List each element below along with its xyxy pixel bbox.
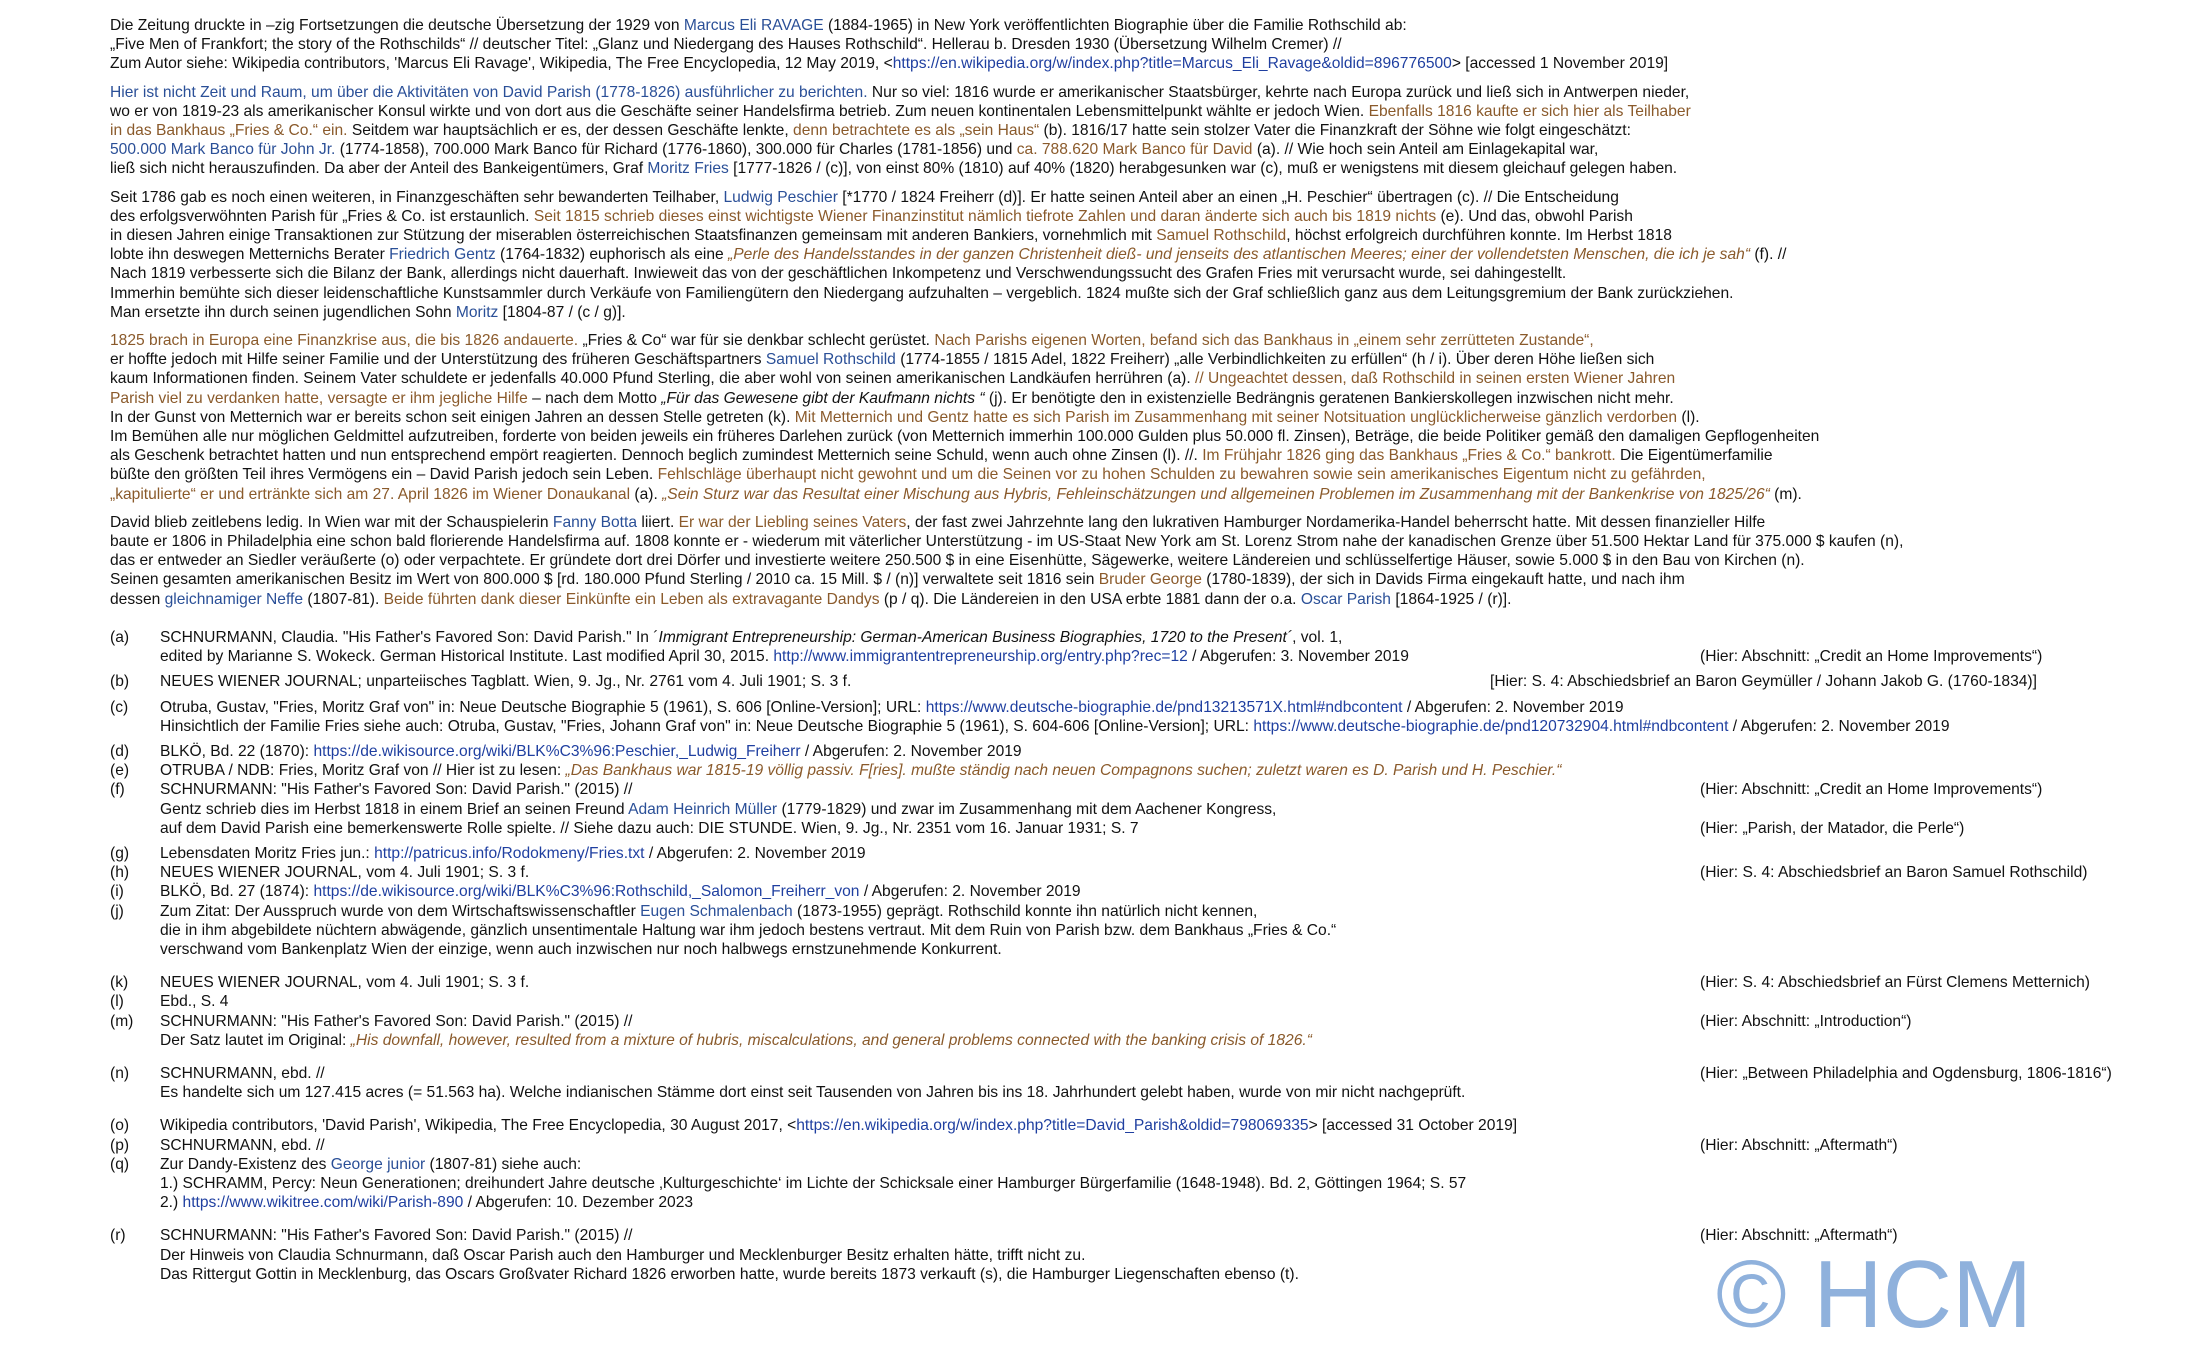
text: Die Zeitung druckte in –zig Fortsetzungen die deutsche Übersetzung der 1929 von <box>110 17 684 34</box>
emphasis-text: Nach Parishs eigenen Worten, befand sich das Bankhaus in „einem sehr zerrütteten Zustande“, <box>934 332 1594 350</box>
footnote-m <box>110 1012 2170 1050</box>
text: NEUES WIENER JOURNAL, vom 4. Juli 1901; S. 3 f. <box>160 864 530 882</box>
person-link-schmalenbach[interactable]: Eugen Schmalenbach <box>640 902 793 920</box>
text: Ebd., S. 4 <box>160 993 229 1011</box>
footnote-k <box>110 973 2170 992</box>
emphasis-text: Ebenfalls 1816 kaufte er sich hier als Teilhaber <box>1368 102 1691 120</box>
text: In der Gunst von Metternich war er bereits schon seit einigen Jahren an dessen Stelle getreten (k). <box>110 408 795 426</box>
quote-text: „Sein Sturz war das Resultat einer Mischung aus Hybris, Fehleinschätzungen und allgemeinen Problemen im Zusammenhang mit der Bankenkrise von 1825/26“ <box>662 485 1770 503</box>
text: / Abgerufen: 2. November 2019 <box>1728 717 1950 735</box>
text: Das Rittergut Gottin in Mecklenburg, das Oscars Großvater Richard 1826 erworben hatte, wurde bereits 1873 verkauft (s), die Hamburger Liegenschaften ebenso (t). <box>160 1265 1299 1283</box>
footnote-label: (k) <box>110 974 129 992</box>
section-ref: (Hier: Abschnitt: „Aftermath“) <box>1700 1136 1898 1154</box>
text: ließ sich nicht herauszufinden. Da aber der Anteil des Bankeigentümers, Graf <box>110 160 648 178</box>
footnote-g <box>110 844 2170 863</box>
text: er hoffte jedoch mit Hilfe seiner Familie und der Unterstützung des früheren Geschäftspartners <box>110 351 766 369</box>
text: (1774-1855 / 1815 Adel, 1822 Freiherr) „alle Verbindlichkeiten zu erfüllen“ (h / i). Über deren Höhe ließen sich <box>895 351 1655 369</box>
text: BLKÖ, Bd. 22 (1870): <box>160 743 314 761</box>
section-ref: (Hier: Abschnitt: „Introduction“) <box>1700 1012 1912 1030</box>
emphasis-text: Mit Metternich und Gentz hatte es sich Parish im Zusammenhang mit seiner Notsituation unglücklicherweise gänzlich verdorben <box>794 408 1678 426</box>
text: (l). <box>1677 408 1700 426</box>
paragraph-1 <box>110 83 2170 179</box>
url-link[interactable]: http://patricus.info/Rodokmeny/Fries.txt <box>374 845 645 863</box>
text: NEUES WIENER JOURNAL, vom 4. Juli 1901; S. 3 f. <box>160 974 530 992</box>
footnote-d <box>110 742 2170 761</box>
text: (m). <box>1769 485 1802 503</box>
text: (1780-1839), der sich in Davids Firma eingekauft hatte, und nach ihm <box>1201 571 1685 589</box>
footnote-a <box>110 628 2170 666</box>
text: SCHNURMANN: "His Father's Favored Son: David Parish." (2015) // <box>160 781 633 799</box>
text: OTRUBA / NDB: Fries, Moritz Graf von // Hier ist zu lesen: <box>160 762 566 780</box>
text: Nur so viel: 1816 wurde er amerikanischer Staatsbürger, kehrte nach Europa zurück und ließ sich in Antwerpen nieder, <box>867 83 1690 101</box>
person-link-george-junior[interactable]: George junior <box>330 1155 426 1173</box>
text: [1777-1826 / (c)], von einst 80% (1810) auf 40% (1820) herabgesunken war (c), muß er wenigstens mit diesem gleichauf gelegen haben. <box>728 160 1678 178</box>
footnote-label: (l) <box>110 993 124 1011</box>
text: Lebensdaten Moritz Fries jun.: <box>160 845 375 863</box>
section-ref: [Hier: S. 4: Abschiedsbrief an Baron Geymüller / Johann Jakob G. (1760-1834)] <box>1490 673 2037 691</box>
emphasis-text: 1825 brach in Europa eine Finanzkrise aus, die bis 1826 andauerte. <box>110 332 579 350</box>
quote-text: „Perle des Handelsstandes in der ganzen Christenheit dieß- und jenseits des atlantischen Meeres; einer der vollendetsten Menschen, die ich je sah“ <box>728 246 1751 264</box>
emphasis-text: Beide führten dank dieser Einkünfte ein Leben als extravagante Dandys <box>383 590 880 608</box>
footnote-label: (j) <box>110 902 124 920</box>
paragraph-2 <box>110 188 2170 322</box>
emphasis-text: Fehlschläge überhaupt nicht gewohnt und um die Seinen vor zu hohen Schulden zu bewahren sowie sein amerikanisches Eigentum nicht zu gefährden, <box>657 466 1706 484</box>
text: 1.) SCHRAMM, Percy: Neun Generationen; dreihundert Jahre deutsche ‚Kulturgeschichte‘ im Lichte der Schicksale einer Hamburger Bürgerfamilie (1648-1948). Bd. 2, Göttingen 1964; S. 57 <box>160 1175 1467 1193</box>
text: Im Bemühen alle nur möglichen Geldmittel aufzutreiben, forderte von beiden jeweils ein früheres Darlehen zurück (von Metternich immerhin 100.000 Gulden plus 50.000 fl. Zinsen), Beträge, die beide Politiker gemäß den damaligen Gepflogenheiten <box>110 428 1820 446</box>
text: (p / q). Die Ländereien in den USA erbte 1881 dann der o.a. <box>879 590 1301 608</box>
person-link-moritz[interactable]: Moritz <box>455 303 499 321</box>
text: , vol. 1, <box>1292 629 1343 646</box>
text: Gentz schrieb dies im Herbst 1818 in einem Brief an seinen Freund <box>160 800 629 818</box>
article-body <box>110 16 2170 618</box>
section-ref: (Hier: S. 4: Abschiedsbrief an Baron Samuel Rothschild) <box>1700 864 2088 882</box>
footnote-label: (q) <box>110 1155 130 1173</box>
emphasis-text: „kapitulierte“ er und ertränkte sich am 27. April 1826 im Wiener Donaukanal <box>110 485 631 503</box>
url-link[interactable]: http://www.immigrantentrepreneurship.org/entry.php?rec=12 <box>773 648 1188 666</box>
text: / Abgerufen: 3. November 2019 <box>1187 648 1409 666</box>
text: > [accessed 1 November 2019] <box>1451 55 1669 73</box>
footnote-label: (n) <box>110 1065 130 1083</box>
text: 2.) <box>160 1194 183 1212</box>
text: Nach 1819 verbesserte sich die Bilanz der Bank, allerdings nicht dauerhaft. Inwieweit das von der geschäftlichen Inkompetenz und Verschwendungssucht des Grafen Fries mit verursacht wurde, sei dahingestellt. <box>110 265 1567 283</box>
text: Es handelte sich um 127.415 acres (= 51.563 ha). Welche indianischen Stämme dort einst seit Tausenden von Jahren bis ins 18. Jahrhundert gelebt haben, wurde von mir nicht nachgeprüft. <box>160 1084 1466 1102</box>
url-link[interactable]: https://www.wikitree.com/wiki/Parish-890 <box>182 1194 464 1212</box>
footnote-p <box>110 1136 2170 1155</box>
text: David blieb zeitlebens ledig. In Wien war mit der Schauspielerin <box>110 513 553 531</box>
text: edited by Marianne S. Wokeck. German Historical Institute. Last modified April 30, 2015. <box>160 648 774 666</box>
text: (1873-1955) geprägt. Rothschild konnte ihn natürlich nicht kennen, <box>792 902 1258 920</box>
text: Wikipedia contributors, 'David Parish', Wikipedia, The Free Encyclopedia, 30 August 2017, < <box>160 1117 797 1135</box>
emphasis-text: Seit 1815 schrieb dieses einst wichtigste Wiener Finanzinstitut nämlich tiefrote Zahlen und daran änderte sich auch bis 1819 nichts <box>533 207 1437 225</box>
text: Der Hinweis von Claudia Schnurmann, daß Oscar Parish auch den Hamburger und Mecklenburger Besitz erhalten hätte, trifft nicht zu. <box>160 1246 1086 1264</box>
text: [1864-1925 / (r)]. <box>1390 590 1512 608</box>
text: Man ersetzte ihn durch seinen jugendlichen Sohn <box>110 303 456 321</box>
footnote-label: (d) <box>110 743 130 761</box>
highlight-text: 500.000 Mark Banco für John Jr. <box>110 141 336 159</box>
url-link[interactable]: https://en.wikipedia.org/w/index.php?title=David_Parish&oldid=798069335 <box>796 1117 1309 1135</box>
text: SCHNURMANN, ebd. // <box>160 1136 325 1154</box>
person-link-fanny-botta[interactable]: Fanny Botta <box>552 513 638 531</box>
person-link-peschier[interactable]: Ludwig Peschier <box>723 188 838 206</box>
section-ref: (Hier: Abschnitt: „Aftermath“) <box>1700 1227 1898 1245</box>
url-link[interactable]: https://www.deutsche-biographie.de/pnd13213571X.html#ndbcontent <box>925 698 1403 716</box>
emphasis-text: Parish viel zu verdanken hatte, versagte er ihm jegliche Hilfe <box>110 389 528 407</box>
url-link[interactable]: https://www.deutsche-biographie.de/pnd120732904.html#ndbcontent <box>1253 717 1729 735</box>
text: Die Eigentümerfamilie <box>1615 447 1773 465</box>
footnote-i <box>110 882 2170 901</box>
text: (f). // <box>1750 246 1787 264</box>
text: Hinsichtlich der Familie Fries siehe auch: Otruba, Gustav, "Fries, Johann Graf von" in: Neue Deutsche Biographie 5 (1961), S. 604-606 [Online-Version]; URL: <box>160 717 1254 735</box>
footnote-label: (e) <box>110 762 130 780</box>
text: kaum Informationen finden. Seinem Vater schuldete er jedenfalls 40.000 Pfund Sterling, die aber wohl von seinen amerikanischen Landkäufen herrühren (a). <box>110 370 1195 388</box>
text: Immerhin bemühte sich dieser leidenschaftliche Kunstsammler durch Verkäufe von Familiengütern den Niedergang aufzuhalten – vergeblich. 1824 mußte sich der Graf schließlich ganz aus dem Leitungsgremium der Bank zurückziehen. <box>110 284 1734 302</box>
footnote-label: (c) <box>110 698 129 716</box>
text: büßte den größten Teil ihres Vermögens ein – David Parish jedoch sein Leben. <box>110 466 658 484</box>
footnote-label: (b) <box>110 673 130 691</box>
paragraph-4 <box>110 513 2170 609</box>
text: / Abgerufen: 2. November 2019 <box>644 845 866 863</box>
person-link-oscar-parish[interactable]: Oscar Parish <box>1300 590 1391 608</box>
quote-text: F[ries]. mußte ständig nach neuen Compagnons suchen; zuletzt waren es D. Parish und H. Peschier.“ <box>854 762 1562 780</box>
footnote-label: (p) <box>110 1136 130 1154</box>
footnote-c <box>110 698 2170 736</box>
paragraph-3 <box>110 331 2170 504</box>
person-link-george[interactable]: Bruder George <box>1098 571 1202 589</box>
text: , höchst erfolgreich durchführen konnte. Im Herbst 1818 <box>1286 227 1672 245</box>
text: [*1770 / 1824 Freiherr (d)]. Er hatte seinen Anteil aber an einen „H. Peschier“ übertragen (c). // Die Entscheidung <box>837 188 1619 206</box>
text: wo er von 1819-23 als amerikanischer Konsul wirkte und von dort aus die Geschäfte seiner Handelsfirma betrieb. Zum neuen kontinentalen Lebensmittelpunkt wählte er jedoch Wien. <box>110 102 1369 120</box>
text: NEUES WIENER JOURNAL; unparteiisches Tagblatt. Wien, 9. Jg., Nr. 2761 vom 4. Juli 1901; S. 3 f. <box>160 673 852 691</box>
text: (e). Und das, obwohl Parish <box>1436 207 1633 225</box>
text: (b). 1816/17 hatte sein stolzer Vater die Finanzkraft der Söhne wie folgt eingeschätzt: <box>1039 122 1631 140</box>
footnote-e <box>110 761 2170 780</box>
text: BLKÖ, Bd. 27 (1874): <box>160 883 314 901</box>
text: Seitdem war hauptsächlich er es, der dessen Geschäfte lenkte, <box>347 122 794 140</box>
person-link-ravage[interactable]: Marcus Eli RAVAGE <box>683 17 824 34</box>
footnote-n <box>110 1064 2170 1102</box>
text: „Five Men of Frankfort; the story of the Rothschilds“ // deutscher Titel: „Glanz und Niedergang des Hauses Rothschild“. Hellerau b. Dresden 1930 (Übersetzung Wilhelm Cremer) // <box>110 36 1342 54</box>
emphasis-text: // Ungeachtet dessen, daß Rothschild in seinen ersten Wiener Jahren <box>1195 370 1676 388</box>
text: Der Satz lautet im Original: <box>160 1031 351 1049</box>
text: Otruba, Gustav, "Fries, Moritz Graf von" in: Neue Deutsche Biographie 5 (1961), S. 606 [Online-Version]; URL: <box>160 698 926 716</box>
quote-text: „His downfall, however, resulted from a mixture of hubris, miscalculations, and general problems connected with the banking crisis of 1826.“ <box>350 1031 1312 1049</box>
footnote-l <box>110 992 2170 1011</box>
text: (1807-81) siehe auch: <box>425 1155 582 1173</box>
text: Seinen gesamten amerikanischen Besitz im Wert von 800.000 $ [rd. 180.000 Pfund Sterling / 2010 ca. 15 Mill. $ / (n)] verwaltete seit 1816 sein <box>110 571 1099 589</box>
text: als Geschenk betrachtet hatten und nun entsprechend empört reagierten. Dennoch beglich zumindest Metternich seine Schuld, wenn auch ohne Zinsen (l). //. <box>110 447 1203 465</box>
person-link-mueller[interactable]: Adam Heinrich Müller <box>628 800 778 818</box>
text: [1804-87 / (c / g)]. <box>498 303 626 321</box>
text: , der fast zwei Jahrzehnte lang den lukrativen Hamburger Nordamerika-Handel beherrscht hatte. Mit dessen finanzieller Hilfe <box>906 513 1766 531</box>
quote-text: „Für das Gewesene gibt der Kaufmann nichts “ <box>661 389 985 407</box>
person-link-neffe[interactable]: gleichnamiger Neffe <box>164 590 304 608</box>
text: auf dem David Parish eine bemerkenswerte Rolle spielte. // Siehe dazu auch: DIE STUNDE. Wien, 9. Jg., Nr. 2351 vom 16. Januar 1931; S. 7 <box>160 819 1139 837</box>
footnote-j <box>110 902 2170 960</box>
footnote-label: (g) <box>110 845 130 863</box>
footnote-q <box>110 1155 2170 1213</box>
emphasis-text: denn betrachtete es als „sein Haus“ <box>793 122 1040 140</box>
text: SCHNURMANN, ebd. // <box>160 1065 325 1083</box>
text: / Abgerufen: 10. Dezember 2023 <box>463 1194 694 1212</box>
url-link[interactable]: https://de.wikisource.org/wiki/BLK%C3%96:Peschier,_Ludwig_Freiherr <box>313 743 801 761</box>
footnote-label: (r) <box>110 1227 126 1245</box>
text: Zum Zitat: Der Ausspruch wurde von dem Wirtschaftswissenschaftler <box>160 902 641 920</box>
footnote-label: (m) <box>110 1012 134 1030</box>
footnote-label: (a) <box>110 629 130 646</box>
section-ref: (Hier: S. 4: Abschiedsbrief an Fürst Clemens Metternich) <box>1700 974 2090 992</box>
emphasis-text: in das Bankhaus „Fries & Co.“ ein. <box>110 122 348 140</box>
footnote-f <box>110 780 2170 838</box>
text: in diesen Jahren einige Transaktionen zur Stützung der miserablen österreichischen Staatsfinanzen gemeinsam mit anderen Bankiers, vornehmlich mit <box>110 227 1157 245</box>
emphasis-text: ca. 788.620 Mark Banco für David <box>1016 141 1253 159</box>
text: > [accessed 31 October 2019] <box>1308 1117 1518 1135</box>
person-link-moritz-fries[interactable]: Moritz Fries <box>647 160 729 178</box>
person-link-samuel-rothschild[interactable]: Samuel Rothschild <box>1156 227 1287 245</box>
text: des erfolgsverwöhnten Parish für „Fries & Co. ist erstaunlich. <box>110 207 534 225</box>
text: SCHNURMANN, Claudia. "His Father's Favored Son: David Parish." In ´ <box>160 629 659 646</box>
text: die in ihm abgebildete nüchtern abwägende, gänzlich unsentimentale Haltung war ihm jedoch bestens vertraut. Mit dem Ruin von Parish bzw. dem Bankhaus „Fries & Co.“ <box>160 921 1337 939</box>
text: (1764-1832) euphorisch als eine <box>495 246 729 264</box>
text: (a). <box>630 485 663 503</box>
text: (1774-1858), 700.000 Mark Banco für Richard (1776-1860), 300.000 für Charles (1781-1856) und <box>335 141 1017 159</box>
text: (j). Er benötigte den in existenzielle Bedrängnis geratenen Bankierskollegen inzwischen nicht mehr. <box>984 389 1674 407</box>
footnote-label: (i) <box>110 883 124 901</box>
copyright-watermark: © HCM <box>1716 1241 2033 1348</box>
quote-text: „Das Bankhaus war 1815-19 völlig passiv. <box>565 762 855 780</box>
text: lobte ihn deswegen Metternichs Berater <box>110 246 390 264</box>
footnote-b <box>110 672 2170 691</box>
text: Seit 1786 gab es noch einen weiteren, in Finanzgeschäften sehr bewanderten Teilhaber, <box>110 188 724 206</box>
footnotes <box>110 628 2170 1284</box>
person-link-gentz[interactable]: Friedrich Gentz <box>389 246 496 264</box>
section-ref: (Hier: „Parish, der Matador, die Perle“) <box>1700 819 1965 837</box>
text: verschwand vom Bankenplatz Wien der einzige, wenn auch inzwischen nur noch halbwegs ernstzunehmende Konkurrent. <box>160 941 1002 959</box>
text: (a). // Wie hoch sein Anteil am Einlagekapital war, <box>1252 141 1599 159</box>
footnote-label: (o) <box>110 1117 130 1135</box>
text: liiert. <box>637 513 679 531</box>
text: / Abgerufen: 2. November 2019 <box>859 883 1081 901</box>
person-link-samuel-rothschild[interactable]: Samuel Rothschild <box>765 351 896 369</box>
text: Zum Autor siehe: Wikipedia contributors, 'Marcus Eli Ravage', Wikipedia, The Free Encyclopedia, 12 May 2019, < <box>110 55 893 73</box>
text: – nach dem Motto <box>527 389 662 407</box>
text: das er entweder an Siedler veräußerte (o) oder verpachtete. Er gründete dort drei Dörfer und investierte weitere 250.500 $ in eine Eisenhütte, Sägewerke, weitere Ländereien und schlüsselfertige Häuser, sowie 5.000 $ in den Bau von Kirchen (n). <box>110 552 1805 570</box>
section-ref: (Hier: Abschnitt: „Credit an Home Improvements“) <box>1700 648 2043 666</box>
text: SCHNURMANN: "His Father's Favored Son: David Parish." (2015) // <box>160 1227 633 1245</box>
text: baute er 1806 in Philadelphia eine schon bald florierende Handelsfirma auf. 1808 konnte er - wiederum mit väterlicher Unterstützung - im US-Staat New York am St. Lorenz Strom nahe der kanadischen Grenze über 51.500 Hektar Land für 375.000 $ kaufen (n), <box>110 533 1904 551</box>
footnote-o <box>110 1116 2170 1135</box>
section-ref: (Hier: „Between Philadelphia and Ogdensburg, 1806-1816“) <box>1700 1065 2112 1083</box>
footnote-label: (h) <box>110 864 130 882</box>
section-ref: (Hier: Abschnitt: „Credit an Home Improvements“) <box>1700 781 2043 799</box>
text: dessen <box>110 590 165 608</box>
footnote-label: (f) <box>110 781 125 799</box>
url-link[interactable]: https://en.wikipedia.org/w/index.php?title=Marcus_Eli_Ravage&oldid=896776500 <box>892 55 1452 73</box>
emphasis-text: Im Frühjahr 1826 ging das Bankhaus „Fries & Co.“ bankrott. <box>1202 447 1616 465</box>
text: (1779-1829) und zwar im Zusammenhang mit dem Aachener Kongress, <box>777 800 1277 818</box>
text: SCHNURMANN: "His Father's Favored Son: David Parish." (2015) // <box>160 1012 633 1030</box>
text: / Abgerufen: 2. November 2019 <box>1402 698 1624 716</box>
text: Zur Dandy-Existenz des <box>160 1155 331 1173</box>
title-text: Immigrant Entrepreneurship: German-American Business Biographies, 1720 to the Present´ <box>658 629 1293 646</box>
emphasis-text: Er war der Liebling seines Vaters <box>678 513 907 531</box>
footnote-h <box>110 863 2170 882</box>
highlight-text: Hier ist nicht Zeit und Raum, um über die Aktivitäten von David Parish (1778-1826) ausführlicher zu berichten. <box>110 83 868 101</box>
text: (1807-81). <box>303 590 384 608</box>
url-link[interactable]: https://de.wikisource.org/wiki/BLK%C3%96:Rothschild,_Salomon_Freiherr_von <box>313 883 860 901</box>
intro-paragraph <box>110 16 2170 74</box>
text: „Fries & Co“ war für sie denkbar schlecht gerüstet. <box>578 332 935 350</box>
text: (1884-1965) in New York veröffentlichten Biographie über die Familie Rothschild ab: <box>823 17 1407 34</box>
text: / Abgerufen: 2. November 2019 <box>800 743 1022 761</box>
